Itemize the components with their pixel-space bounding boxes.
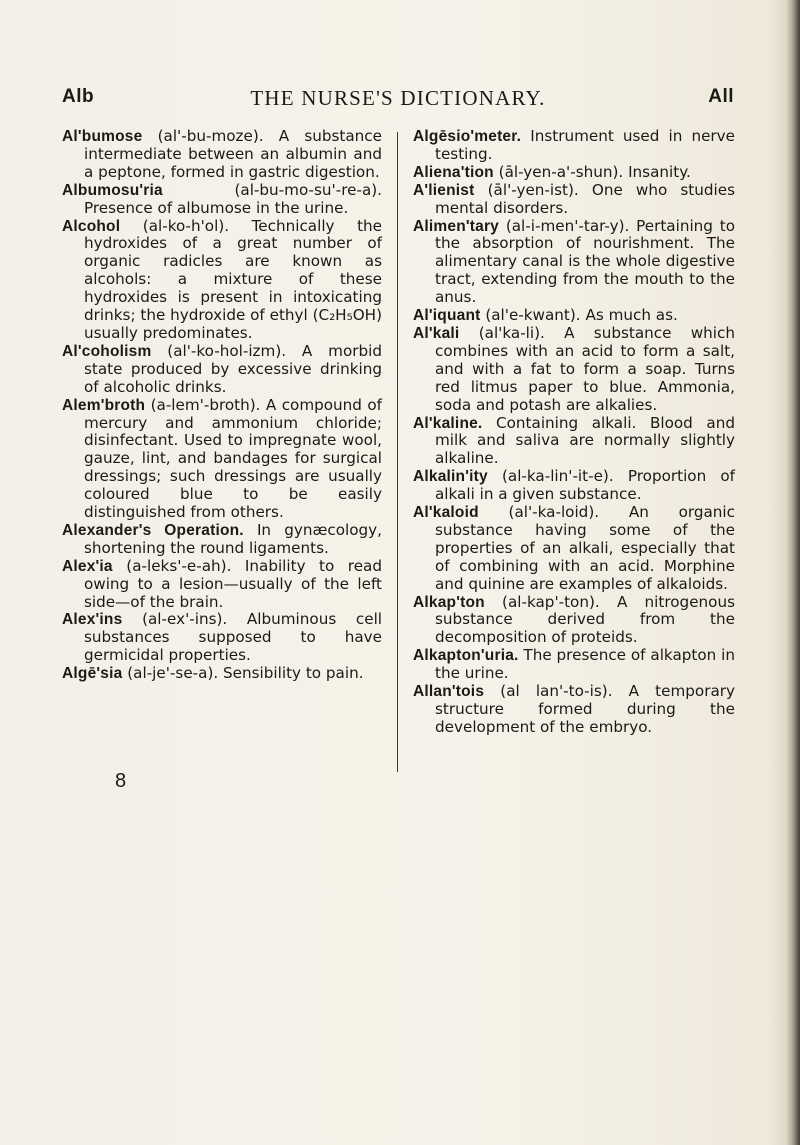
entry-definition: (al'ka-li). A substance which combines with an acid to form a salt, and with a fat to form a soap. Turns red litmus paper to blue. Ammonia, soda and potash are alkalies. bbox=[435, 323, 736, 414]
dictionary-entry bbox=[62, 218, 382, 343]
dictionary-entry bbox=[62, 397, 382, 522]
entry-definition: Containing alkali. Blood and milk and saliva are normally slightly alkaline. bbox=[435, 413, 735, 468]
entry-definition: (al'-bu-moze). A substance intermediate between an albumin and a peptone, formed in gastric digestion. bbox=[84, 127, 382, 181]
entry-definition: (al-bu-mo-su'-re-a). Presence of albumose in the urine. bbox=[84, 180, 382, 217]
entry-headword: Alem'broth bbox=[62, 396, 146, 414]
dictionary-entry bbox=[413, 683, 735, 737]
entry-definition: Instrument used in nerve testing. bbox=[435, 127, 735, 163]
entry-headword: Al'coholism bbox=[62, 342, 152, 360]
entry-definition: (al-i-men'-tar-y). Pertaining to the absorption of nourishment. The alimentary canal is the whole digestive tract, extending from the mouth to the anus. bbox=[435, 216, 735, 307]
entry-definition: (al-je'-se-a). Sensibility to pain. bbox=[127, 664, 364, 683]
entry-headword: Alexander's Operation. bbox=[62, 521, 244, 539]
entry-headword: Alkapton'uria. bbox=[413, 647, 519, 665]
dictionary-entry bbox=[62, 665, 382, 683]
entry-definition: The presence of alkapton in the urine. bbox=[435, 646, 736, 683]
dictionary-entry bbox=[413, 647, 735, 683]
running-header bbox=[62, 86, 734, 116]
entry-definition: (āl-yen-a'-shun). Insanity. bbox=[498, 162, 691, 181]
entry-headword: A'lienist bbox=[413, 181, 475, 199]
dictionary-entry bbox=[413, 128, 735, 164]
dictionary-entry bbox=[413, 182, 735, 218]
entry-headword: Alkalin'ity bbox=[413, 468, 488, 486]
entry-headword: Algēsio'meter. bbox=[413, 128, 522, 145]
page-edge-shadow bbox=[786, 0, 800, 1145]
entry-definition: (al'e-kwant). As much as. bbox=[485, 306, 678, 325]
entry-headword: Alex'ins bbox=[62, 611, 123, 629]
dictionary-entry bbox=[62, 182, 382, 218]
dictionary-entry bbox=[413, 594, 735, 648]
dictionary-entry bbox=[62, 611, 382, 665]
page-number: 8 bbox=[115, 770, 127, 792]
entry-headword: Algē'sia bbox=[62, 665, 123, 683]
entry-definition: (al-kap'-ton). A nitrogenous substance derived from the decomposition of proteids. bbox=[435, 592, 735, 647]
entry-definition: (al-ko-h'ol). Technically the hydroxides of a great number of organic radicles are known as alcohols: a mixture of these hydroxides is present in intoxicating drinks; the hydroxide of ethyl (C₂H₅OH) usually predominates. bbox=[84, 216, 382, 342]
entry-headword: Albumosu'ria bbox=[62, 181, 163, 199]
entry-headword: Al'kaloid bbox=[413, 504, 479, 522]
dictionary-entry bbox=[413, 164, 735, 182]
header-title: THE NURSE'S DICTIONARY. bbox=[250, 86, 546, 110]
dictionary-entry bbox=[62, 128, 382, 182]
entry-definition: In gynæcology, shortening the round ligaments. bbox=[84, 520, 382, 557]
entry-definition: (a-leks'-e-ah). Inability to read owing to a lesion—usually of the left side—of the brain. bbox=[84, 556, 383, 611]
dictionary-entry bbox=[413, 468, 735, 504]
entry-headword: Al'iquant bbox=[413, 307, 481, 325]
header-guide-word-left: Alb bbox=[62, 86, 95, 107]
right-column bbox=[413, 128, 735, 737]
entry-definition: (al'-ka-loid). An organic substance having some of the properties of an alkali, especially that of combining with an acid. Morphine and quinine are examples of alkaloids. bbox=[435, 503, 735, 593]
entry-definition: (al lan'-to-is). A temporary structure formed during the development of the embryo. bbox=[435, 682, 735, 736]
dictionary-entry bbox=[62, 343, 382, 397]
entry-definition: (al-ex'-ins). Albuminous cell substances supposed to have germicidal properties. bbox=[84, 610, 383, 665]
column-divider bbox=[397, 132, 398, 772]
left-column bbox=[62, 128, 382, 683]
entry-definition: (al'-ko-hol-izm). A morbid state produced by excessive drinking of alcoholic drinks. bbox=[84, 341, 382, 396]
entry-definition: (āl'-yen-ist). One who studies mental disorders. bbox=[435, 180, 736, 217]
dictionary-entry bbox=[413, 504, 735, 594]
dictionary-entry bbox=[62, 558, 382, 612]
entry-headword: Alex'ia bbox=[62, 557, 113, 575]
header-guide-word-right: All bbox=[708, 86, 734, 107]
entry-definition: (a-lem'-broth). A compound of mercury and ammonium chloride; disinfectant. Used to impregnate wool, gauze, lint, and bandages for surgical dressings; such dressings are usually coloured blue to be easily distinguished from others. bbox=[84, 395, 382, 522]
dictionary-entry bbox=[413, 218, 735, 308]
dictionary-entry bbox=[62, 522, 382, 558]
entry-headword: Allan'tois bbox=[413, 683, 485, 701]
entry-headword: Alkap'ton bbox=[413, 593, 485, 611]
entry-headword: Aliena'tion bbox=[413, 163, 494, 181]
entry-headword: Al'bumose bbox=[62, 128, 143, 145]
entry-definition: (al-ka-lin'-it-e). Proportion of alkali in a given substance. bbox=[435, 467, 736, 504]
dictionary-entry bbox=[413, 415, 735, 469]
entry-headword: Alimen'tary bbox=[413, 217, 499, 235]
dictionary-entry bbox=[413, 325, 735, 415]
dictionary-entry bbox=[413, 307, 735, 325]
entry-headword: Alcohol bbox=[62, 217, 121, 235]
entry-headword: Al'kali bbox=[413, 324, 460, 342]
entry-headword: Al'kaline. bbox=[413, 414, 483, 432]
